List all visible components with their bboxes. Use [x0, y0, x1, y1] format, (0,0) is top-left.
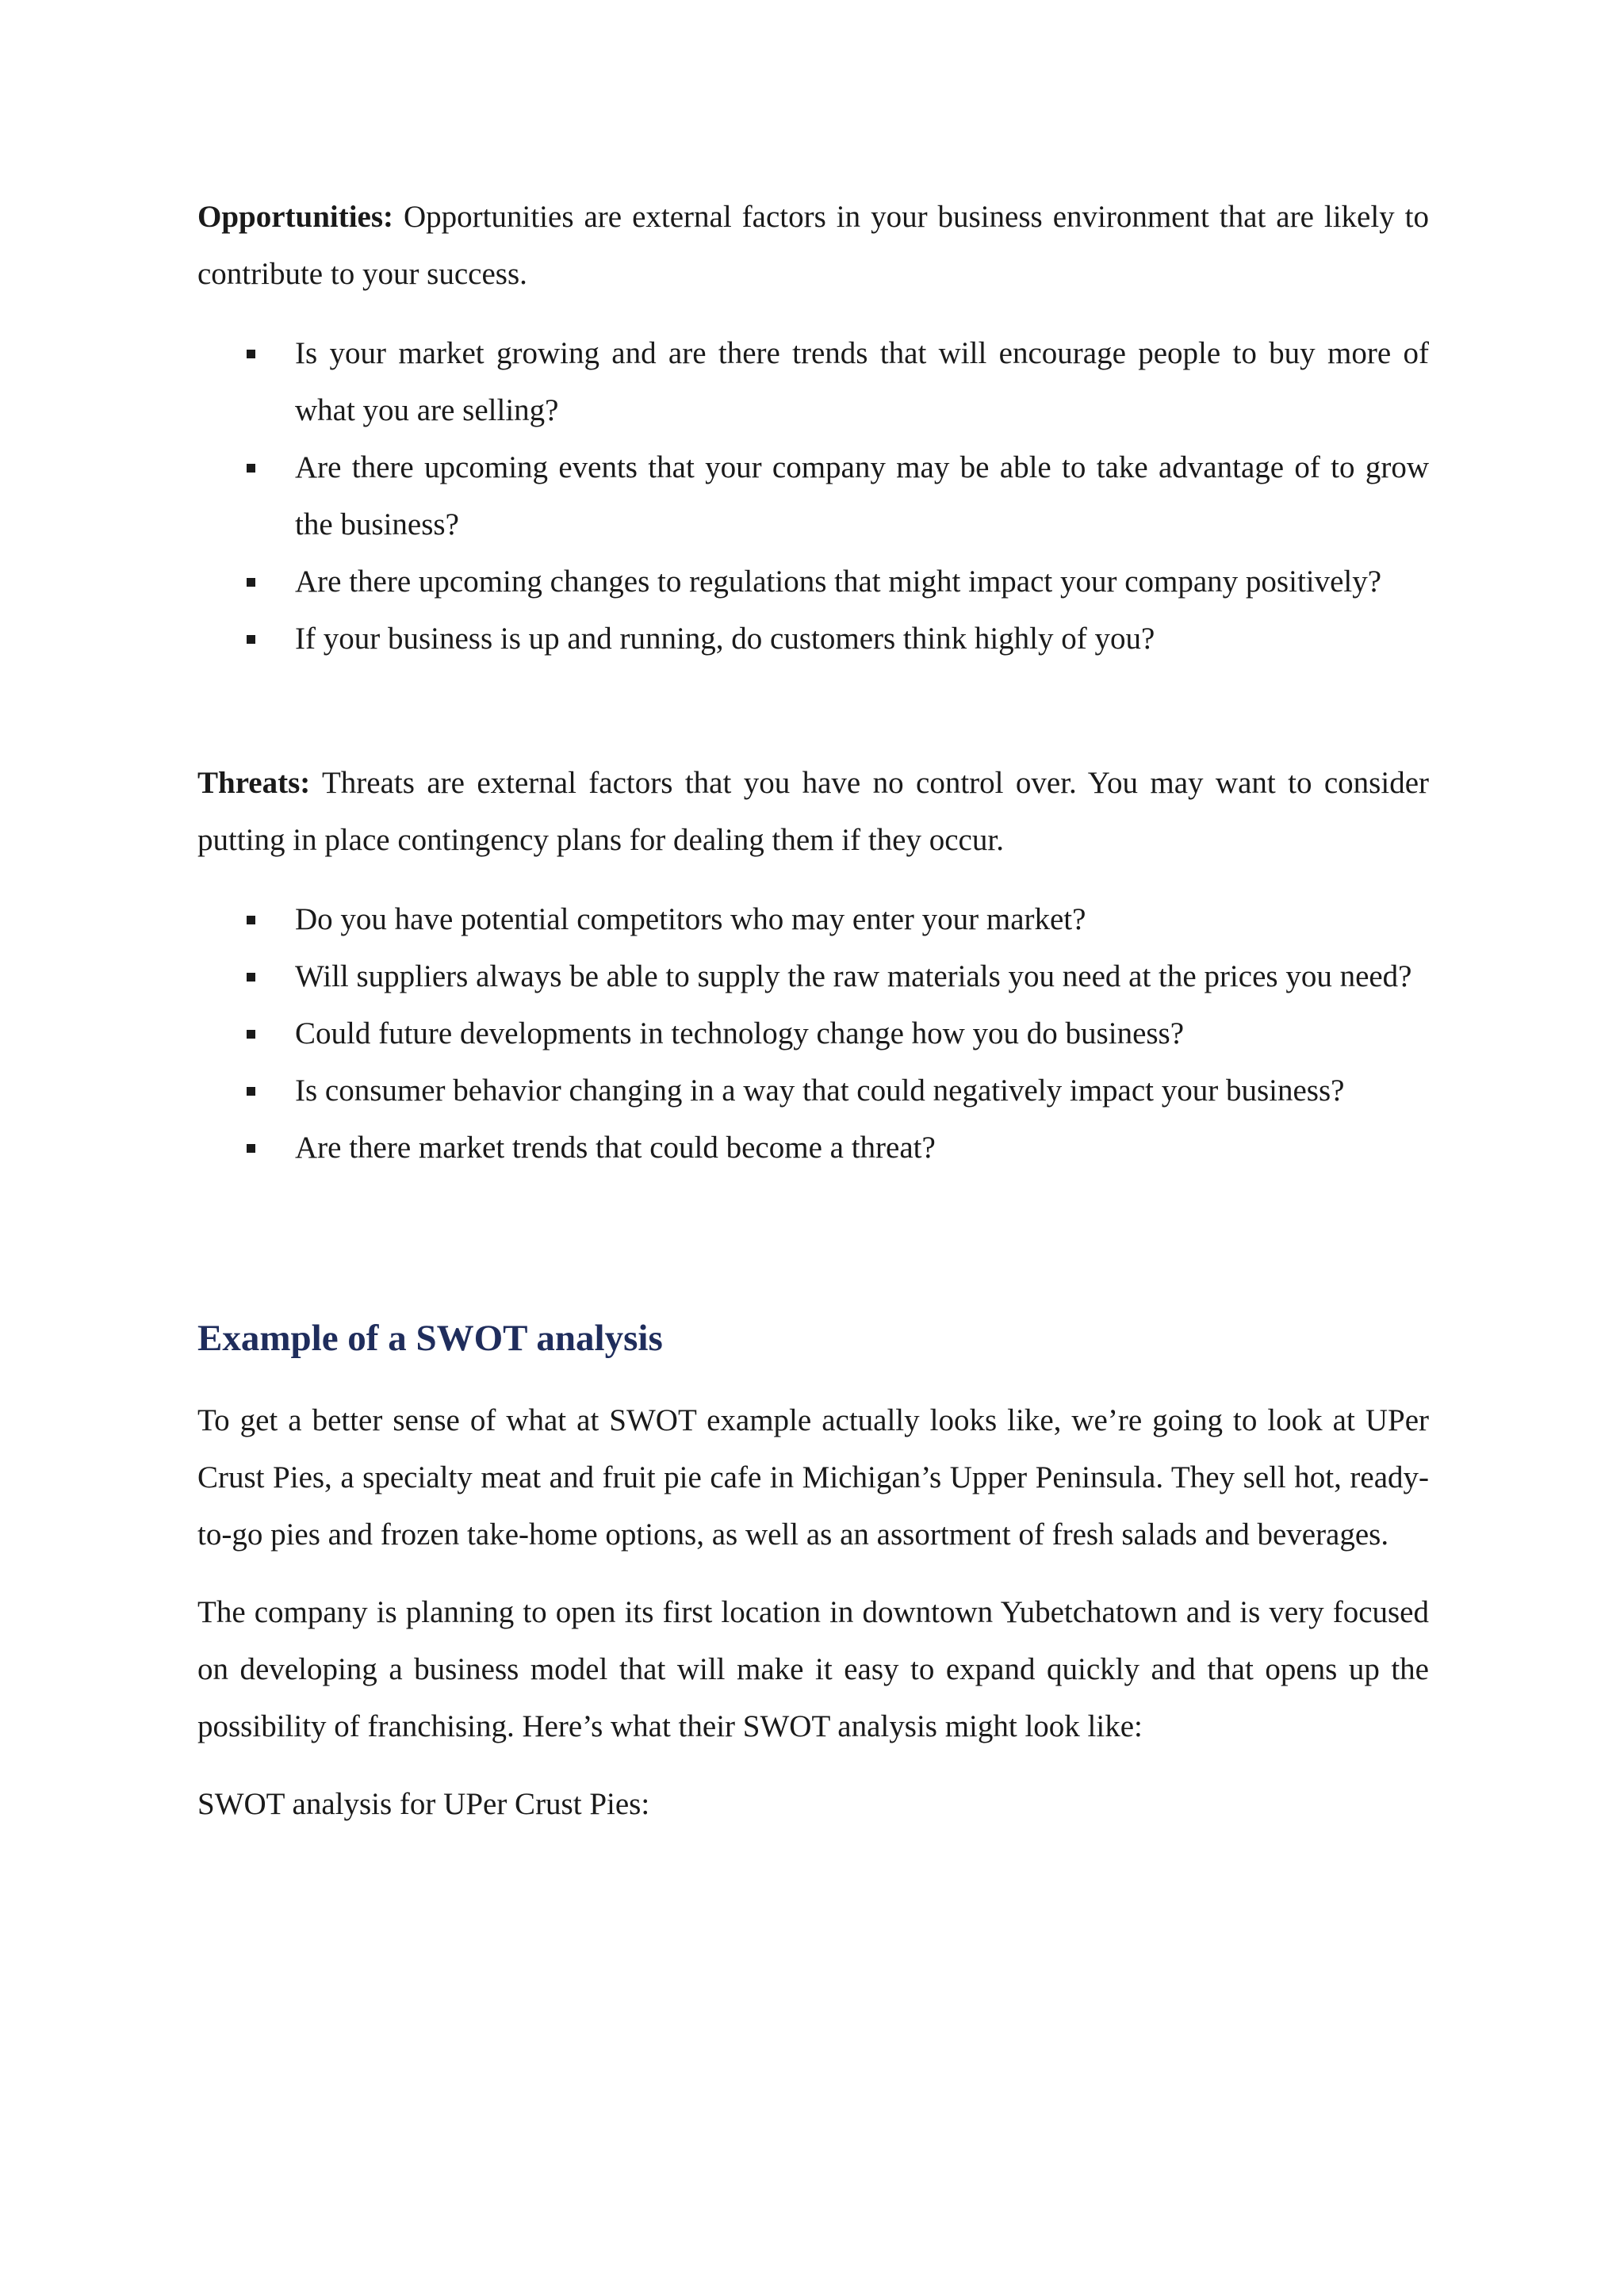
square-bullet-icon: [247, 464, 255, 473]
list-item-text: Could future developments in technology change how you do business?: [295, 1016, 1185, 1050]
threats-list: [197, 891, 1429, 1177]
threats-intro: Threats are external factors that you have no control over. You may want to consider putting in place contingency plans for dealing them if they occur.: [197, 766, 1429, 857]
list-item: [197, 1119, 1429, 1177]
list-item: [197, 325, 1429, 439]
list-item-text: Are there upcoming changes to regulations that might impact your company positively?: [295, 564, 1382, 599]
square-bullet-icon: [247, 1144, 255, 1153]
list-item: [197, 553, 1429, 610]
square-bullet-icon: [247, 578, 255, 587]
list-item: [197, 891, 1429, 948]
spacer: [197, 1563, 1429, 1584]
square-bullet-icon: [247, 1030, 255, 1039]
example-caption: SWOT analysis for UPer Crust Pies:: [197, 1787, 650, 1821]
list-item-text: If your business is up and running, do customers think highly of you?: [295, 622, 1155, 656]
list-item: [197, 1005, 1429, 1062]
list-item-text: Do you have potential competitors who may enter your market?: [295, 902, 1086, 936]
list-item: [197, 610, 1429, 668]
spacer: [197, 1755, 1429, 1776]
threats-paragraph: [197, 755, 1429, 869]
list-item-text: Are there upcoming events that your company may be able to take advantage of to grow the business?: [295, 450, 1429, 541]
spacer: [197, 1177, 1429, 1310]
opportunities-paragraph: [197, 189, 1429, 303]
example-paragraph: The company is planning to open its first location in downtown Yubetchatown and is very focused on developing a business model that will make it easy to expand quickly and that opens up the possibility of franchising. Here’s what their SWOT analysis might look like:: [197, 1595, 1429, 1743]
list-item-text: Is your market growing and are there trends that will encourage people to buy more of what you are selling?: [295, 336, 1429, 427]
list-item-text: Is consumer behavior changing in a way that could negatively impact your business?: [295, 1073, 1345, 1108]
spacer: [197, 668, 1429, 755]
opportunities-label: Opportunities:: [197, 200, 394, 234]
example-paragraph: To get a better sense of what at SWOT example actually looks like, we’re going to look at UPer Crust Pies, a specialty meat and fruit pie cafe in Michigan’s Upper Peninsula. They sell hot, ready-to-go pies and frozen take-home options, as well as an assortment of fresh salads and beverages.: [197, 1403, 1429, 1552]
section-heading: Example of a SWOT analysis: [197, 1318, 663, 1359]
list-item-text: Are there market trends that could become a threat?: [295, 1131, 936, 1165]
square-bullet-icon: [247, 973, 255, 982]
opportunities-intro: Opportunities are external factors in your business environment that are likely to contribute to your success.: [197, 200, 1429, 291]
square-bullet-icon: [247, 635, 255, 644]
list-item: [197, 439, 1429, 553]
square-bullet-icon: [247, 1087, 255, 1096]
square-bullet-icon: [247, 350, 255, 358]
list-item: [197, 1062, 1429, 1119]
page-content: [197, 189, 1429, 1833]
list-item-text: Will suppliers always be able to supply the raw materials you need at the prices you need?: [295, 959, 1412, 993]
square-bullet-icon: [247, 916, 255, 924]
list-item: [197, 948, 1429, 1005]
opportunities-list: [197, 325, 1429, 668]
threats-label: Threats:: [197, 766, 311, 800]
